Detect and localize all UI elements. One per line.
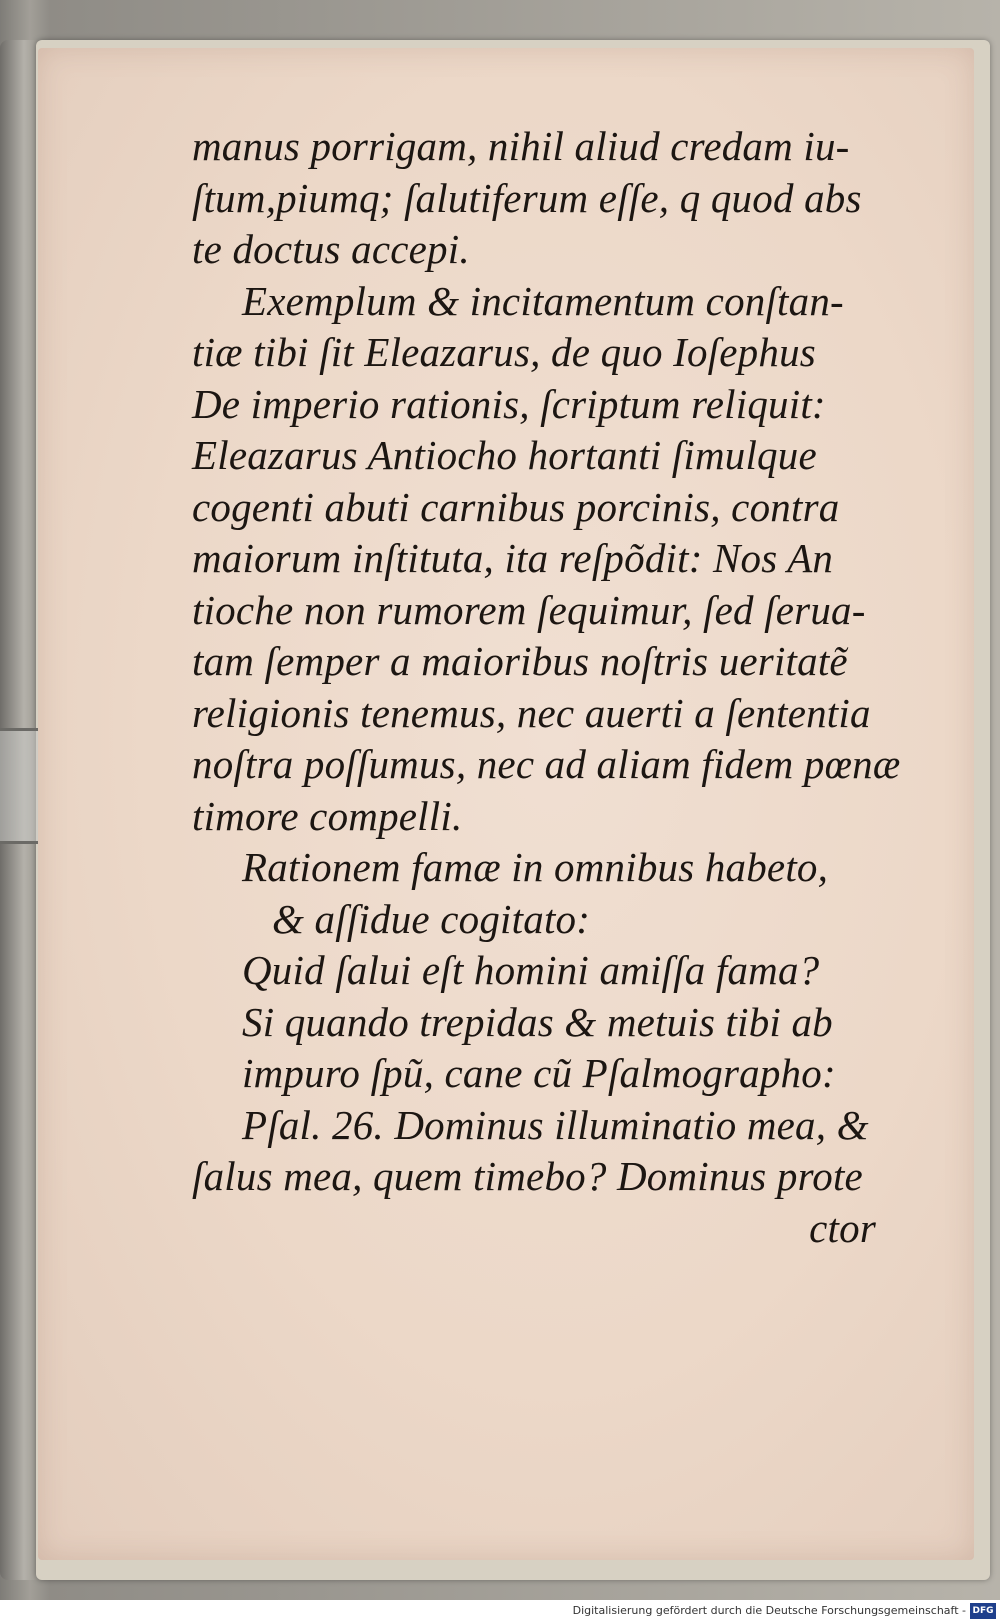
text-line: tam ſemper a maioribus noſtris ueritatẽ bbox=[192, 638, 848, 684]
page-text bbox=[192, 120, 901, 1254]
text-line: Exemplum & incitamentum conſtan- bbox=[242, 277, 844, 324]
text-line: cogenti abuti carnibus porcinis, contra bbox=[192, 483, 840, 530]
text-line: De imperio rationis, ſcriptum reliquit: bbox=[192, 380, 826, 427]
text-line: manus porrigam, nihil aliud credam iu- bbox=[192, 123, 850, 169]
text-line: impuro ſpũ, cane cũ Pſalmographo: bbox=[242, 1050, 836, 1096]
text-line: religionis tenemus, nec auerti a ſententia bbox=[192, 689, 871, 736]
text-line: Si quando trepidas & metuis tibi ab bbox=[242, 998, 833, 1045]
text-line: Rationem famæ in omnibus habeto, bbox=[242, 844, 829, 890]
text-line: ſalus mea, quem timebo? Dominus prote bbox=[192, 1153, 863, 1199]
text-line: Quid ſalui eſt homini amiſſa fama? bbox=[242, 947, 820, 993]
text-line: tiæ tibi ſit Eleazarus, de quo Ioſephus bbox=[192, 329, 816, 375]
text-line: maiorum inſtituta, ita reſpõdit: Nos An bbox=[192, 535, 834, 581]
text-line: timore compelli. bbox=[192, 792, 463, 839]
text-line: Eleazarus Antiocho hortanti ſimulque bbox=[192, 432, 817, 478]
text-line: ſtum,piumq; ſalutiferum eſſe, q quod abs bbox=[192, 174, 862, 221]
dfg-logo: DFG bbox=[970, 1603, 996, 1619]
text-line: Pſal. 26. Dominus illuminatio mea, & bbox=[242, 1101, 869, 1148]
text-line: noſtra poſſumus, nec ad aliam fidem pœnæ bbox=[192, 741, 901, 787]
catchword: ctor bbox=[809, 1204, 876, 1251]
text-line: & aſſidue cogitato: bbox=[272, 895, 591, 942]
footer-credit: Digitalisierung gefördert durch die Deutsche Forschungsgemeinschaft - bbox=[572, 1604, 966, 1617]
text-line: te doctus accepi. bbox=[192, 226, 470, 272]
text-line: tioche non rumorem ſequimur, ſed ſerua- bbox=[192, 586, 866, 633]
digitization-footer bbox=[0, 1600, 1000, 1624]
